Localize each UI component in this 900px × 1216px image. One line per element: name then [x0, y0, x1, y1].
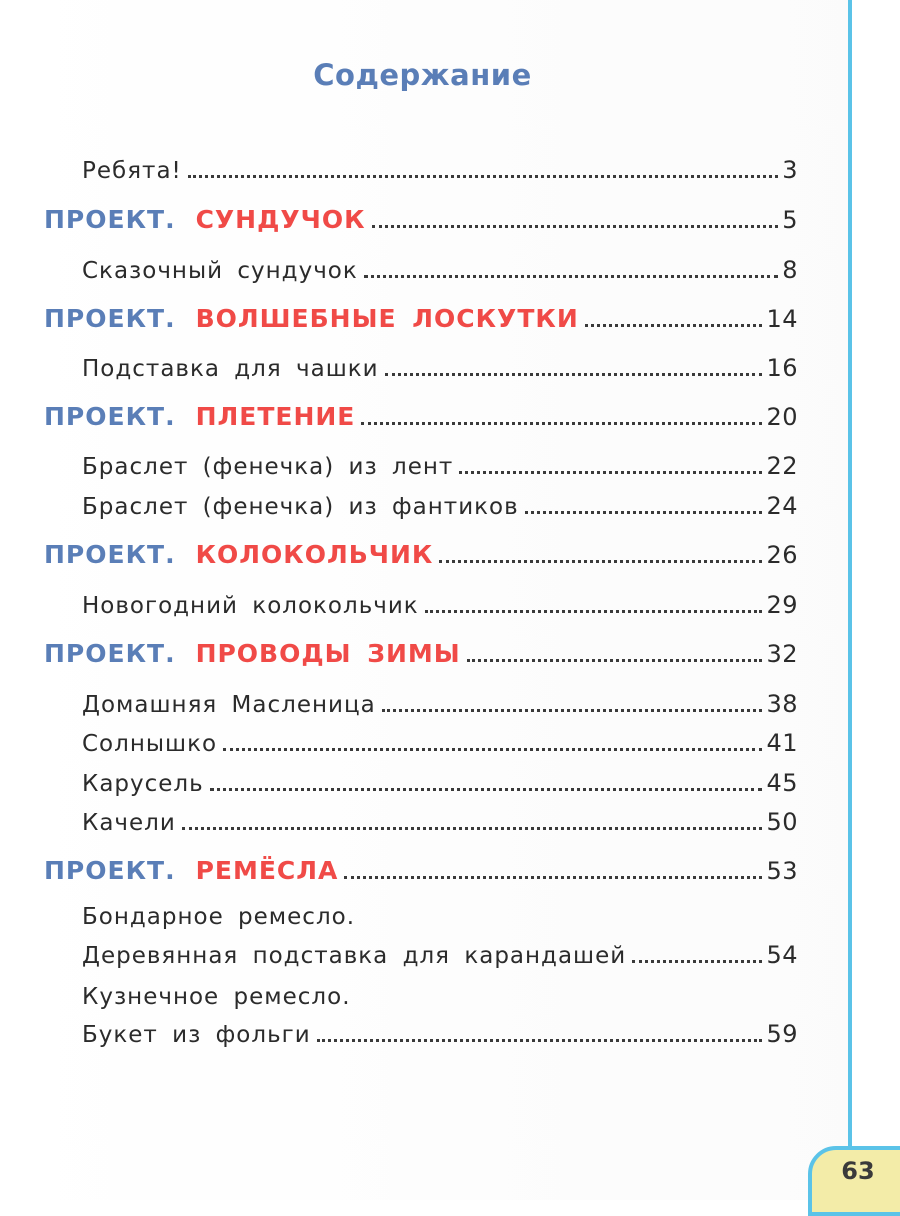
- entry-page: 50: [766, 808, 798, 836]
- project-label: ПРОЕКТ.: [44, 540, 176, 569]
- toc-project-entry[interactable]: [44, 200, 798, 234]
- entry-page: 45: [766, 769, 798, 797]
- toc-entry[interactable]: [82, 935, 798, 969]
- leader-dots: [317, 1038, 763, 1042]
- toc-entry[interactable]: [82, 486, 798, 520]
- entry-page: 22: [766, 452, 798, 480]
- toc-entry[interactable]: [82, 684, 798, 718]
- leader-dots: [344, 875, 762, 879]
- toc-project-entry[interactable]: [44, 851, 798, 885]
- toc-entry[interactable]: [82, 802, 798, 836]
- leader-dots: [467, 658, 763, 662]
- leader-dots: [188, 174, 778, 178]
- entry-title: Качели: [82, 810, 176, 836]
- toc-entry[interactable]: [82, 723, 798, 757]
- project-name: КОЛОКОЛЬЧИК: [195, 540, 434, 569]
- project-name: ВОЛШЕБНЫЕ ЛОСКУТКИ: [195, 304, 579, 333]
- entry-page: 54: [766, 941, 798, 969]
- toc-project-entry[interactable]: [44, 535, 798, 569]
- entry-page: 14: [766, 305, 798, 333]
- leader-dots: [439, 559, 762, 563]
- toc-entry[interactable]: [82, 446, 798, 480]
- leader-dots: [425, 609, 763, 613]
- toc-title: Содержание: [313, 58, 532, 92]
- page-number: 63: [841, 1157, 875, 1185]
- margin-rule: [848, 0, 852, 1150]
- entry-page: 32: [766, 640, 798, 668]
- toc-entry[interactable]: [82, 250, 798, 284]
- leader-dots: [210, 787, 763, 791]
- leader-dots: [182, 826, 763, 830]
- entry-title: Новогодний колокольчик: [82, 593, 419, 619]
- project-name: ПРОВОДЫ ЗИМЫ: [195, 639, 461, 668]
- entry-page: 38: [766, 690, 798, 718]
- entry-page: 8: [782, 256, 798, 284]
- page-margin-band: [849, 0, 900, 1200]
- project-label: ПРОЕКТ.: [44, 304, 176, 333]
- entry-page: 5: [782, 206, 798, 234]
- entry-page: 3: [782, 156, 798, 184]
- project-label: ПРОЕКТ.: [44, 639, 176, 668]
- entry-title: Солнышко: [82, 731, 218, 757]
- leader-dots: [585, 323, 763, 327]
- toc-project-entry[interactable]: [44, 634, 798, 668]
- entry-page: 53: [766, 857, 798, 885]
- entry-page: 16: [766, 354, 798, 382]
- entry-heading-line: Бондарное ремесло.: [82, 904, 356, 930]
- entry-page: 24: [766, 492, 798, 520]
- leader-dots: [385, 372, 763, 376]
- project-label: ПРОЕКТ.: [44, 402, 176, 431]
- leader-dots: [382, 708, 763, 712]
- entry-page: 20: [766, 403, 798, 431]
- entry-page: 26: [766, 541, 798, 569]
- toc-entry[interactable]: [82, 348, 798, 382]
- entry-title: Браслет (фенечка) из фантиков: [82, 494, 519, 520]
- project-name: СУНДУЧОК: [195, 205, 366, 234]
- project-name: ПЛЕТЕНИЕ: [195, 402, 356, 431]
- entry-page: 59: [766, 1020, 798, 1048]
- project-name: РЕМЁСЛА: [195, 856, 339, 885]
- toc-entry[interactable]: [82, 1014, 798, 1048]
- entry-title: Браслет (фенечка) из лент: [82, 454, 454, 480]
- leader-dots: [632, 959, 762, 963]
- entry-heading-line: Кузнечное ремесло.: [82, 984, 351, 1010]
- toc-entry[interactable]: [82, 150, 798, 184]
- project-label: ПРОЕКТ.: [44, 856, 176, 885]
- toc-entry[interactable]: [82, 585, 798, 619]
- entry-title: Деревянная подставка для карандашей: [82, 943, 627, 969]
- entry-title: Карусель: [82, 771, 204, 797]
- entry-title: Букет из фольги: [82, 1022, 311, 1048]
- entry-page: 29: [766, 591, 798, 619]
- project-label: ПРОЕКТ.: [44, 205, 176, 234]
- entry-title: Домашняя Масленица: [82, 692, 376, 718]
- leader-dots: [364, 274, 778, 278]
- entry-title: Ребята!: [82, 158, 182, 184]
- entry-page: 41: [766, 729, 798, 757]
- entry-title: Подставка для чашки: [82, 356, 379, 382]
- toc-project-entry[interactable]: [44, 299, 798, 333]
- leader-dots: [223, 747, 762, 751]
- leader-dots: [361, 421, 762, 425]
- toc-entry[interactable]: [82, 763, 798, 797]
- leader-dots: [372, 224, 779, 228]
- leader-dots: [459, 470, 762, 474]
- leader-dots: [525, 510, 763, 514]
- toc-project-entry[interactable]: [44, 397, 798, 431]
- entry-title: Сказочный сундучок: [82, 258, 358, 284]
